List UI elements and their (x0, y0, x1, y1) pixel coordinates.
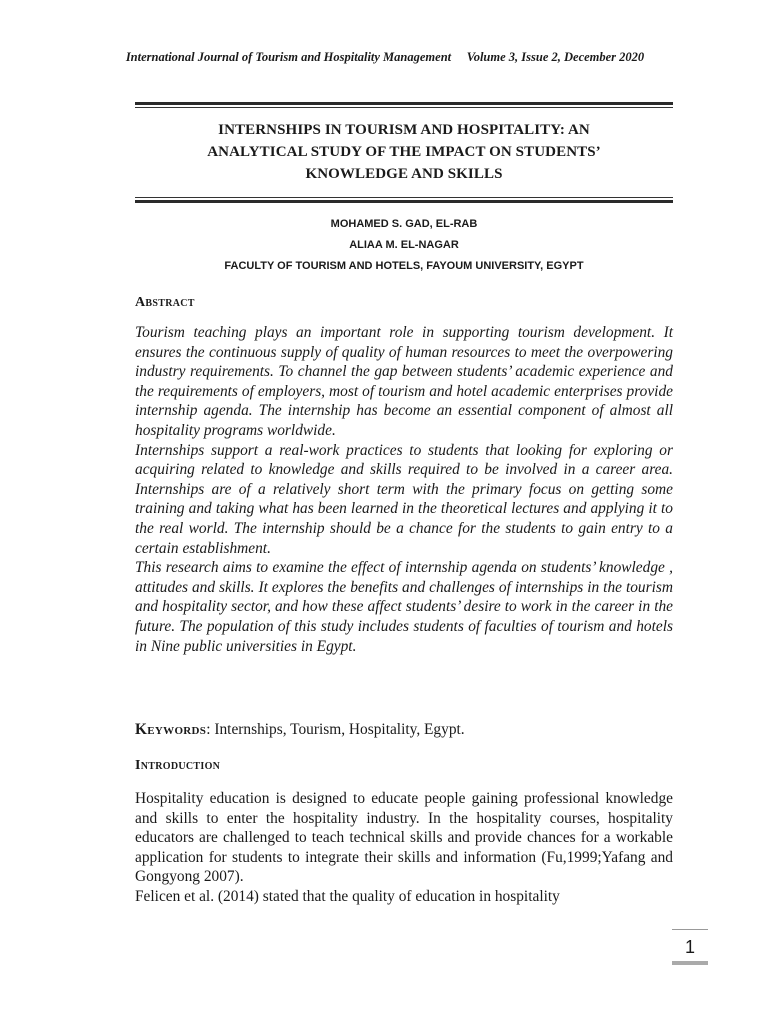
introduction-heading: Introduction (135, 758, 221, 773)
title-bottom-thin-rule (135, 197, 673, 198)
abstract-paragraph-3: This research aims to examine the effect of internship agenda on students’ knowledge , attitudes and skills. It explores the benefits and challenges of internships in the tourism and hospitality sector, and how these affect students’ desire to work in the career in the future. The population of this study includes students of faculties of tourism and hotels in Nine public universities in Egypt. (135, 559, 673, 655)
keywords-text: : Internships, Tourism, Hospitality, Egypt. (206, 721, 465, 738)
author-1: MOHAMED S. GAD, EL-RAB (330, 218, 478, 230)
running-header (0, 50, 770, 65)
introduction-paragraph-1: Hospitality education is designed to educate people gaining professional knowledge and skills to enter the hospitality industry. In the hospitality courses, hospitality educators are challenged to teach technical skills and provide chances for a workable application for students to integrate their skills and information (Fu,1999;Yafang and Gongyong 2007). (135, 790, 673, 886)
journal-volume: Volume 3, Issue 2, December 2020 (466, 50, 645, 64)
title-line-1: INTERNSHIPS IN TOURISM AND HOSPITALITY: AN (218, 122, 590, 138)
keywords-line (135, 721, 673, 739)
page-number-top-rule (672, 929, 708, 930)
title-top-rule (135, 102, 673, 105)
abstract-body (135, 323, 673, 656)
page-number: 1 (684, 937, 695, 957)
title-top-thin-rule (135, 107, 673, 108)
title-line-3: KNOWLEDGE AND SKILLS (305, 166, 503, 182)
introduction-body (135, 789, 673, 907)
title-bottom-rule (135, 200, 673, 203)
keywords-label: Keywords (135, 721, 207, 738)
journal-name: International Journal of Tourism and Hospitality Management (125, 50, 452, 64)
abstract-heading: Abstract (135, 295, 195, 310)
author-block (135, 214, 673, 277)
author-2: ALIAA M. EL-NAGAR (349, 239, 459, 251)
title-line-2: ANALYTICAL STUDY OF THE IMPACT ON STUDENTS’ (207, 144, 601, 160)
abstract-paragraph-1: Tourism teaching plays an important role in supporting tourism development. It ensures the continuous supply of quality of human resources to meet the overpowering industry requirements. To channel the gap between students’ academic experience and the requirements of employers, most of tourism and hotel academic enterprises provide internship agenda. The internship has become an essential component of almost all hospitality programs worldwide. (135, 324, 673, 439)
abstract-paragraph-2: Internships support a real-work practices to students that looking for exploring or acquiring related to knowledge and skills required to be involved in a career area. Internships are of a relatively short term with the primary focus on getting some training and taking what has been learned in the theoretical lectures and applying it to the real world. The internship should be a chance for the students to gain entry to a certain establishment. (135, 441, 673, 557)
introduction-paragraph-2: Felicen et al. (2014) stated that the quality of education in hospitality (135, 887, 560, 905)
paper-title (135, 119, 673, 185)
page-number-bottom-rule (672, 961, 708, 965)
affiliation: FACULTY OF TOURISM AND HOTELS, FAYOUM UNIVERSITY, EGYPT (224, 260, 584, 272)
